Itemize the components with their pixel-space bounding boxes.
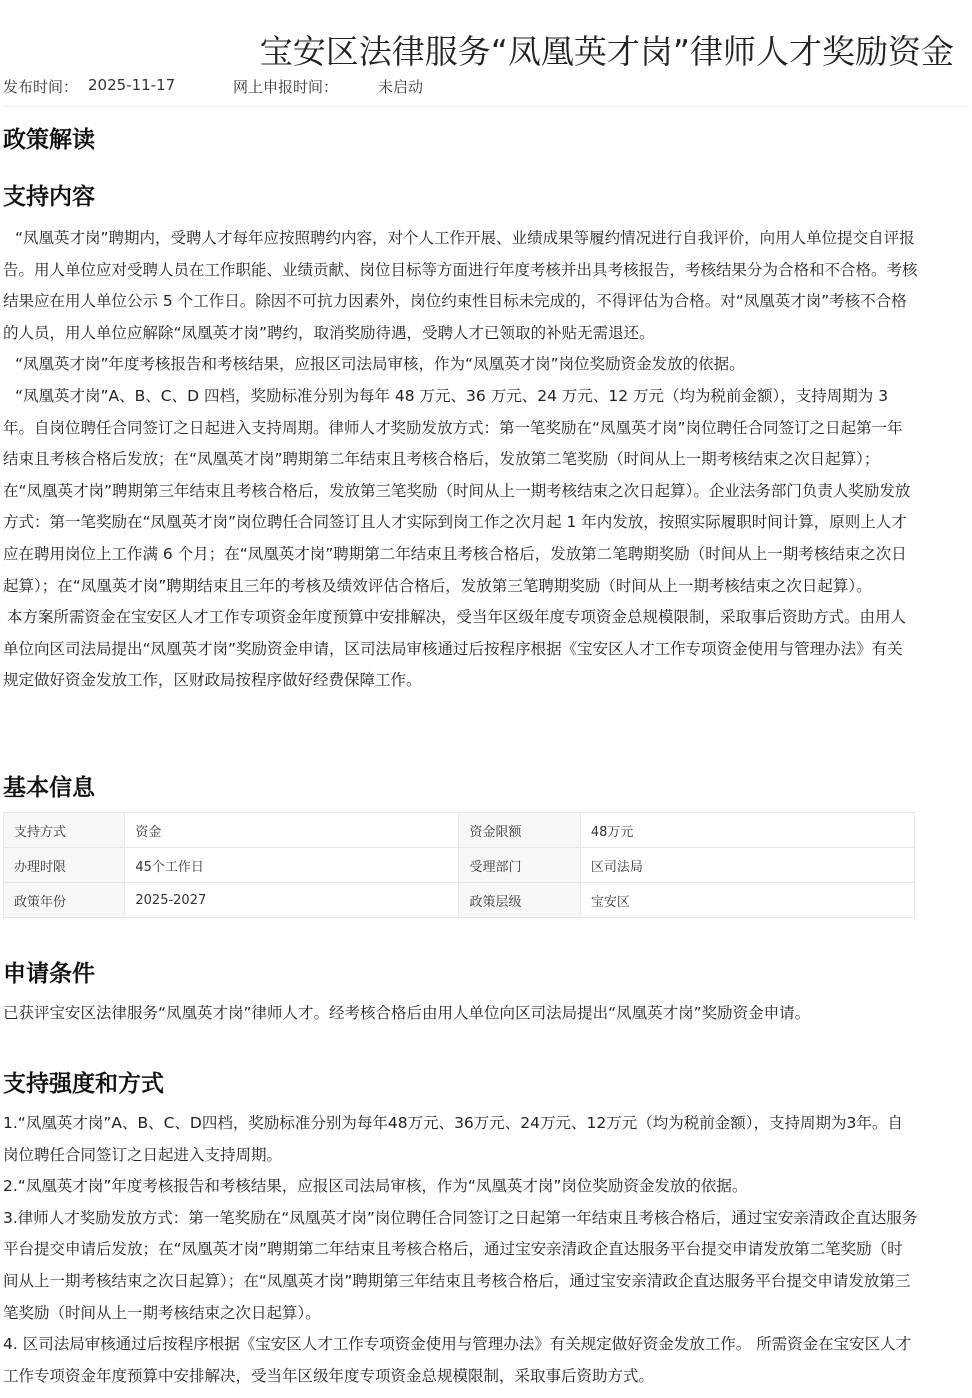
table-row xyxy=(4,883,915,918)
info-label: 支持方式 xyxy=(4,813,125,848)
strength-body xyxy=(3,1108,918,1392)
conditions-body xyxy=(3,998,918,1030)
strength-item: 2.“凤凰英才岗”年度考核报告和考核结果，应报区司法局审核，作为“凤凰英才岗”岗位奖励资金发放的依据。 xyxy=(3,1177,748,1196)
strength-item: 1.“凤凰英才岗”A、B、C、D四档，奖励标准分别为每年48万元、36万元、24万元、12万元（均为税前金额），支持周期为3年。自岗位聘任合同签订之日起进入支持周期。 xyxy=(3,1114,903,1164)
apply-status: 未启动 xyxy=(378,78,424,96)
section-heading-strength: 支持强度和方式 xyxy=(3,1071,164,1097)
publish-label: 发布时间： xyxy=(3,78,79,96)
strength-item: 4. 区司法局审核通过后按程序根据《宝安区人才工作专项资金使用与管理办法》有关规定做好资金发放工作。 所需资金在宝安区人才工作专项资金年度预算中安排解决，受当年区级年度专项资金总规模限制，采取事后资助方式。 xyxy=(3,1335,912,1385)
section-heading-basic-info: 基本信息 xyxy=(3,775,95,801)
publish-date: 2025-11-17 xyxy=(88,76,176,94)
conditions-text: 已获评宝安区法律服务“凤凰英才岗”律师人才。经考核合格后由用人单位向区司法局提出“凤凰英才岗”奖励资金申请。 xyxy=(3,1004,811,1022)
info-value: 宝安区 xyxy=(580,883,914,918)
meta-bar xyxy=(3,74,969,107)
table-row xyxy=(4,848,915,883)
info-label: 办理时限 xyxy=(4,848,125,883)
info-label: 政策年份 xyxy=(4,883,125,918)
info-value: 45个工作日 xyxy=(125,848,459,883)
section-heading-conditions: 申请条件 xyxy=(3,961,95,987)
info-label: 政策层级 xyxy=(459,883,580,918)
support-paragraph: “凤凰英才岗”年度考核报告和考核结果，应报区司法局审核，作为“凤凰英才岗”岗位奖励资金发放的依据。 xyxy=(15,355,745,374)
support-paragraph: 本方案所需资金在宝安区人才工作专项资金年度预算中安排解决，受当年区级年度专项资金总规模限制，采取事后资助方式。由用人单位向区司法局提出“凤凰英才岗”奖励资金申请，区司法局审核通过后按程序根据《宝安区人才工作专项资金使用与管理办法》有关规定做好资金发放工作，区财政局按程序做好经费保障工作。 xyxy=(3,608,907,690)
info-value: 区司法局 xyxy=(580,848,914,883)
table-row xyxy=(4,813,915,848)
apply-label: 网上申报时间： xyxy=(233,78,339,96)
info-value: 2025-2027 xyxy=(125,883,459,918)
info-value: 资金 xyxy=(125,813,459,848)
support-paragraph: “凤凰英才岗”A、B、C、D 四档，奖励标准分别为每年 48 万元、36 万元、24 万元、12 万元（均为税前金额），支持周期为 3 年。自岗位聘任合同签订之日起进入支持周期。律师人才奖励发放方式：第一笔奖励在“凤凰英才岗”岗位聘任合同签订之日起第一年结束且考核合格后发放；在“凤凰英才岗”聘期第二年结束且考核合格后，发放第二笔奖励（时间从上一期考核结束之次日起算）；在“凤凰英才岗”聘期第三年结束且考核合格后，发放第三笔奖励（时间从上一期考核结束之次日起算）。企业法务部门负责人奖励发放方式：第一笔奖励在“凤凰英才岗”岗位聘任合同签订且人才实际到岗工作之次月起 1 年内发放，按照实际履职时间计算，原则上人才应在聘用岗位上工作满 6 个月；在“凤凰英才岗”聘期第二年结束且考核合格后，发放第二笔聘期奖励（时间从上一期考核结束之次日起算）；在“凤凰英才岗”聘期结束且三年的考核及绩效评估合格后，发放第三笔聘期奖励（时间从上一期考核结束之次日起算）。 xyxy=(3,386,911,595)
section-heading-policy-interpretation: 政策解读 xyxy=(3,127,95,153)
support-paragraph: “凤凰英才岗”聘期内，受聘人才每年应按照聘约内容，对个人工作开展、业绩成果等履约情况进行自我评价，向用人单位提交自评报告。用人单位应对受聘人员在工作职能、业绩贡献、岗位目标等方面进行年度考核并出具考核报告，考核结果分为合格和不合格。考核结果应在用人单位公示 5 个工作日。除因不可抗力因素外，岗位约束性目标未完成的，不得评估为合格。对“凤凰英才岗”考核不合格的人员，用人单位应解除“凤凰英才岗”聘约，取消奖励待遇，受聘人才已领取的补贴无需退还。 xyxy=(3,229,918,342)
strength-item: 3.律师人才奖励发放方式：第一笔奖励在“凤凰英才岗”岗位聘任合同签订之日起第一年结束且考核合格后，通过宝安亲清政企直达服务平台提交申请后发放；在“凤凰英才岗”聘期第二年结束且考核合格后，通过宝安亲清政企直达服务平台提交申请发放第二笔奖励（时间从上一期考核结束之次日起算）；在“凤凰英才岗”聘期第三年结束且考核合格后，通过宝安亲清政企直达服务平台提交申请发放第三笔奖励（时间从上一期考核结束之次日起算）。 xyxy=(3,1208,918,1322)
basic-info-table xyxy=(3,812,915,918)
support-content-body xyxy=(3,223,918,697)
section-heading-support-content: 支持内容 xyxy=(3,184,95,210)
info-label: 受理部门 xyxy=(459,848,580,883)
info-value: 48万元 xyxy=(580,813,914,848)
info-label: 资金限额 xyxy=(459,813,580,848)
page-title: 宝安区法律服务“凤凰英才岗”律师人才奖励资金 xyxy=(259,32,954,72)
